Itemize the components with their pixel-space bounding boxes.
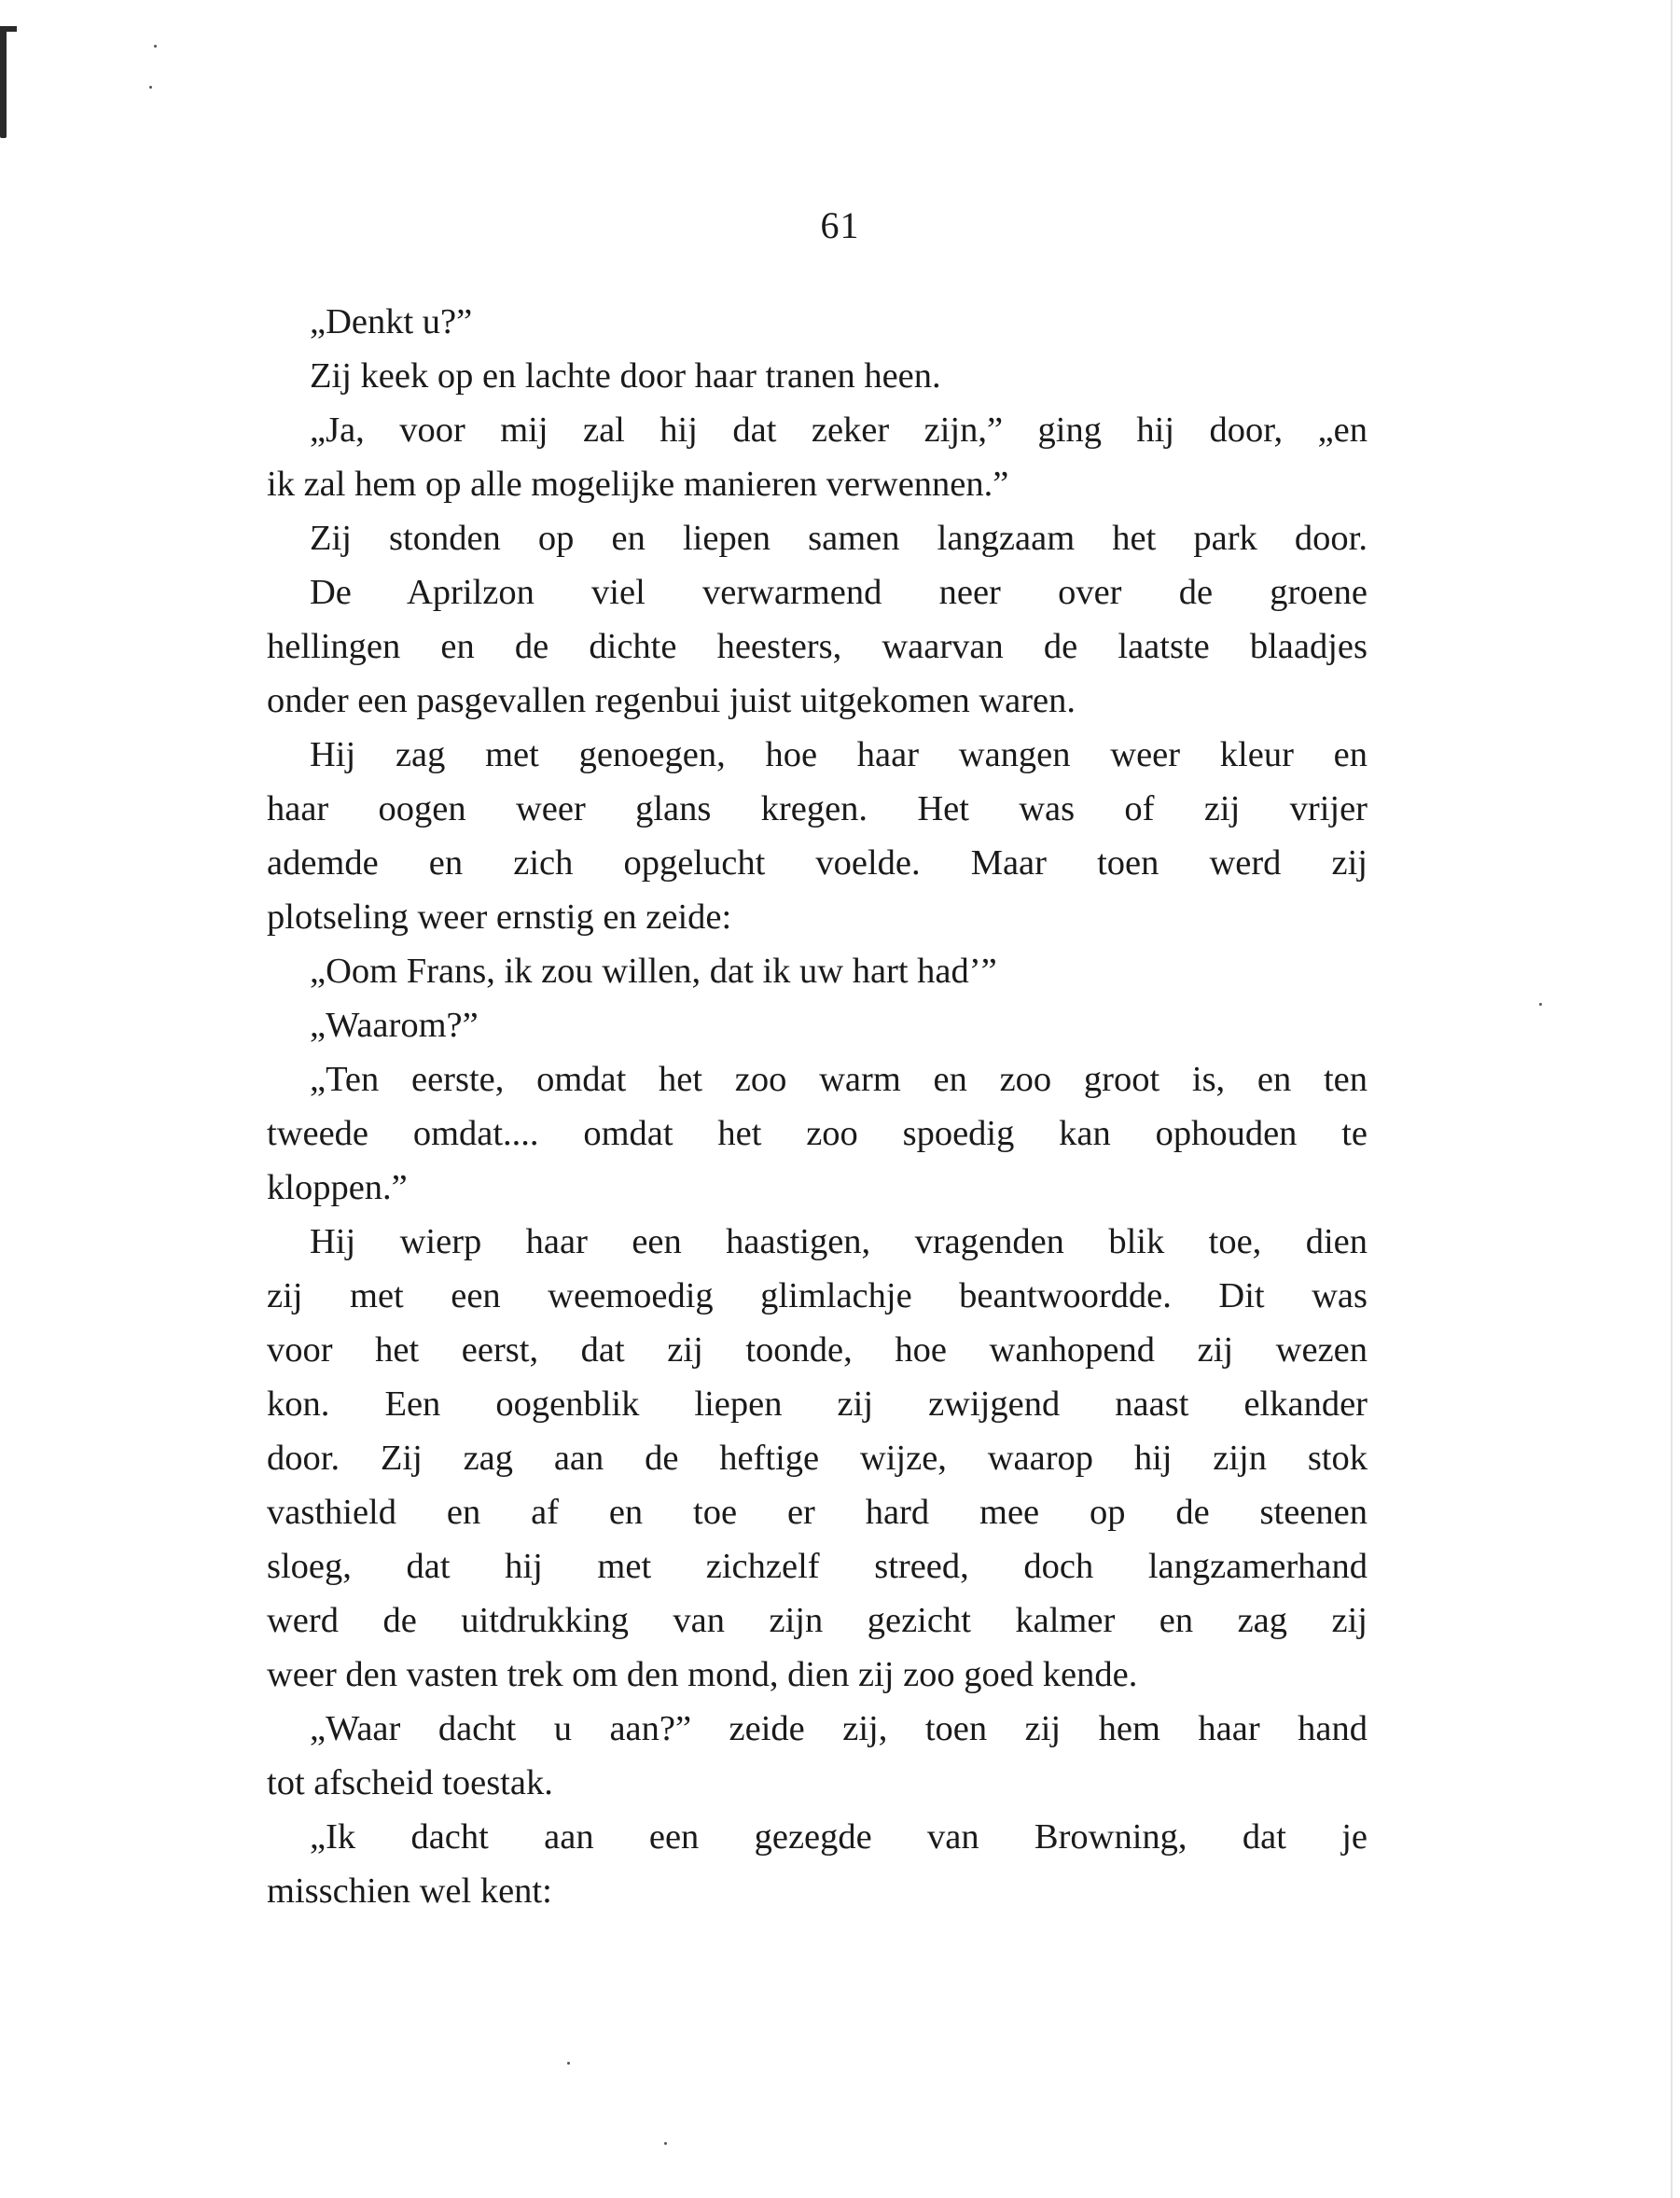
text-line: werd de uitdrukking van zijn gezicht kalmer en zag zij (267, 1601, 1368, 1640)
scan-edge-mark-top (0, 26, 17, 32)
text-line: „Ik dacht aan een gezegde van Browning, dat je (310, 1817, 1368, 1857)
scan-speck (149, 86, 152, 89)
text-line: kon. Een oogenblik liepen zij zwijgend naast elkander (267, 1384, 1368, 1424)
text-line: „Ten eerste, omdat het zoo warm en zoo groot is, en ten (310, 1060, 1368, 1099)
text-line: Zij stonden op en liepen samen langzaam het park door. (310, 519, 1368, 558)
scan-speck (1539, 1003, 1542, 1006)
text-line: plotseling weer ernstig en zeide: (267, 897, 732, 937)
text-line: „Waar dacht u aan?” zeide zij, toen zij hem haar hand (310, 1709, 1368, 1748)
text-line: zij met een weemoedig glimlachje beantwoordde. Dit was (267, 1276, 1368, 1315)
scan-speck (664, 2142, 667, 2145)
text-line: „Denkt u?” (310, 302, 473, 341)
text-line: Hij wierp haar een haastigen, vragenden blik toe, dien (310, 1222, 1368, 1261)
text-line: De Aprilzon viel verwarmend neer over de groene (310, 573, 1368, 612)
text-line: Hij zag met genoegen, hoe haar wangen weer kleur en (310, 735, 1368, 774)
scan-right-edge (1671, 0, 1673, 2198)
text-line: ik zal hem op alle mogelijke manieren verwennen.” (267, 465, 1009, 504)
text-line: voor het eerst, dat zij toonde, hoe wanhopend zij wezen (267, 1330, 1368, 1370)
body-text (267, 295, 1368, 1918)
text-line: sloeg, dat hij met zichzelf streed, doch langzamerhand (267, 1547, 1368, 1586)
text-line: „Oom Frans, ik zou willen, dat ik uw hart had’” (310, 952, 997, 991)
text-line: tot afscheid toestak. (267, 1763, 553, 1802)
text-line: haar oogen weer glans kregen. Het was of zij vrijer (267, 789, 1368, 828)
text-line: kloppen.” (267, 1168, 408, 1207)
text-line: vasthield en af en toe er hard mee op de steenen (267, 1493, 1368, 1532)
page-number: 61 (820, 204, 860, 246)
text-line: misschien wel kent: (267, 1871, 552, 1911)
text-line: Zij keek op en lachte door haar tranen heen. (310, 356, 941, 396)
scan-edge-mark (0, 26, 7, 138)
text-line: „Waarom?” (310, 1006, 479, 1045)
text-line: weer den vasten trek om den mond, dien zij zoo goed kende. (267, 1655, 1138, 1694)
scan-speck (154, 45, 157, 48)
text-line: onder een pasgevallen regenbui juist uitgekomen waren. (267, 681, 1076, 720)
text-line: door. Zij zag aan de heftige wijze, waarop hij zijn stok (267, 1439, 1368, 1478)
text-line: tweede omdat.... omdat het zoo spoedig kan ophouden te (267, 1114, 1368, 1153)
text-line: „Ja, voor mij zal hij dat zeker zijn,” ging hij door, „en (310, 410, 1368, 450)
text-line: ademde en zich opgelucht voelde. Maar toen werd zij (267, 843, 1368, 883)
text-line: hellingen en de dichte heesters, waarvan de laatste blaadjes (267, 627, 1368, 666)
scan-speck (567, 2062, 570, 2065)
